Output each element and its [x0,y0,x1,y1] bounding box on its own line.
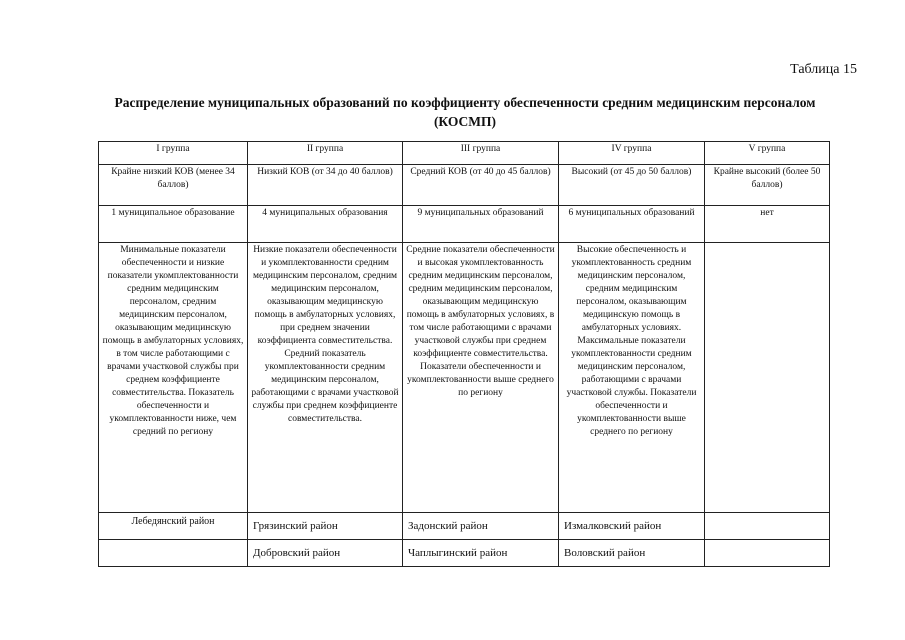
description-cell-3: Средние показатели обеспеченности и высокая укомплектованность средним медицинским персоналом, средним медицинским персоналом, оказывающим медицинскую помощь в амбулаторных условиях, в том числе работающими с врачами участковой службы при среднем коэффициенте совместительства. Показатели обеспеченности и укомплектованности выше среднего по региону [403,243,559,513]
description-cell-1: Минимальные показатели обеспеченности и низкие показатели укомплектованности средним медицинским персоналом, средним медицинским персоналом, оказывающим медицинскую помощь в амбулаторных условиях, в том числе работающими с врачами участковой службы при среднем коэффициенте совместительства. Показатель обеспеченности и укомплектованности ниже, чем средний по региону [99,243,248,513]
district-cell: Грязинский район [248,513,403,540]
district-cell: Задонский район [403,513,559,540]
district-cell [99,540,248,567]
table-number: Таблица 15 [790,62,857,77]
count-cell-5: нет [705,206,830,243]
count-cell-1: 1 муниципальное образование [99,206,248,243]
district-cell [705,540,830,567]
table-row-groups [99,142,830,165]
district-cell: Чаплыгинский район [403,540,559,567]
table-row-counts [99,206,830,243]
description-cell-2: Низкие показатели обеспеченности и укомплектованности средним медицинским персоналом, средним медицинским персоналом, оказывающим медицинскую помощь в амбулаторных условиях, при среднем значении коэффициента совместительства. Средний показатель укомплектованности средним медицинским персоналом, работающими с врачами участковой службы при среднем коэффициенте совместительства. [248,243,403,513]
district-cell: Лебедянский район [99,513,248,540]
range-cell-5: Крайне высокий (более 50 баллов) [705,165,830,206]
count-cell-2: 4 муниципальных образования [248,206,403,243]
district-cell: Добровский район [248,540,403,567]
description-cell-5 [705,243,830,513]
district-cell: Воловский район [559,540,705,567]
district-cell: Измалковский район [559,513,705,540]
group-header-1: I группа [99,142,248,165]
table-row-ranges [99,165,830,206]
range-cell-3: Средний КОВ (от 40 до 45 баллов) [403,165,559,206]
description-cell-4: Высокие обеспеченность и укомплектованность средним медицинским персоналом, средним медицинским персоналом, оказывающим медицинскую помощь в амбулаторных условиях. Максимальные показатели укомплектованности средним медицинским персоналом, работающими с врачами участковой службы. Показатели обеспеченности и укомплектованности выше среднего по региону [559,243,705,513]
range-cell-4: Высокий (от 45 до 50 баллов) [559,165,705,206]
table-row-districts-1 [99,513,830,540]
distribution-table [98,141,830,567]
group-header-4: IV группа [559,142,705,165]
district-cell [705,513,830,540]
page-title: Распределение муниципальных образований по коэффициенту обеспеченности средним медицинским персоналом (КОСМП) [114,95,816,129]
count-cell-4: 6 муниципальных образований [559,206,705,243]
table-row-descriptions [99,243,830,513]
range-cell-2: Низкий КОВ (от 34 до 40 баллов) [248,165,403,206]
count-cell-3: 9 муниципальных образований [403,206,559,243]
group-header-2: II группа [248,142,403,165]
range-cell-1: Крайне низкий КОВ (менее 34 баллов) [99,165,248,206]
table-row-districts-2 [99,540,830,567]
group-header-3: III группа [403,142,559,165]
group-header-5: V группа [705,142,830,165]
